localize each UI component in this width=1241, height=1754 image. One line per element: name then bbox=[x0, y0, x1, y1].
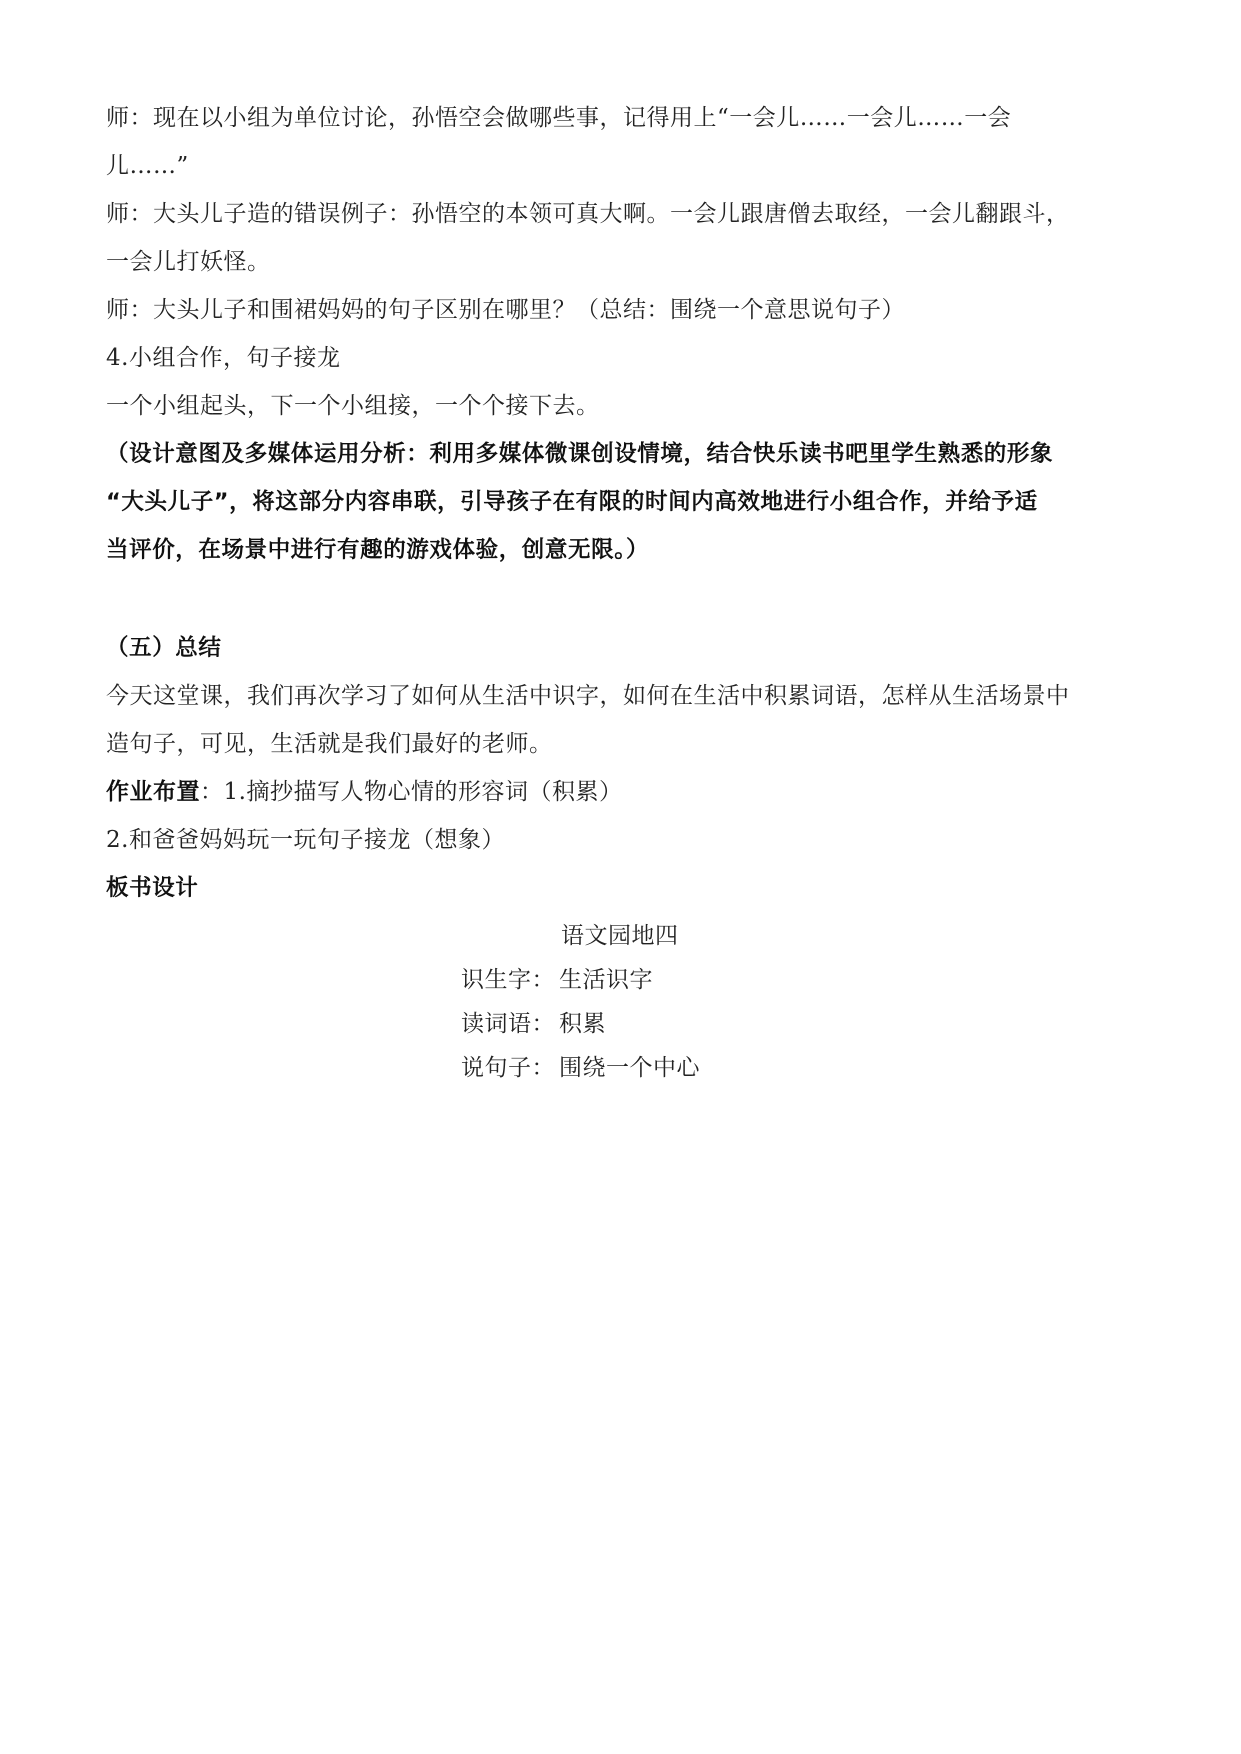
summary-heading: （五）总结 bbox=[106, 635, 222, 661]
step-heading-group-cooperation: 4.小组合作，句子接龙 bbox=[106, 345, 341, 371]
board-design-heading: 板书设计 bbox=[106, 875, 199, 901]
homework-item1 bbox=[106, 768, 1136, 816]
board-row-value: 围绕一个中心 bbox=[559, 1055, 700, 1081]
board-row-read-words bbox=[461, 1000, 606, 1048]
summary-line2: 造句子，可见，生活就是我们最好的老师。 bbox=[106, 731, 553, 757]
board-row-label: 说句子： bbox=[461, 1055, 555, 1081]
paragraph-difference-question: 师：大头儿子和围裙妈妈的句子区别在哪里？（总结：围绕一个意思说句子） bbox=[106, 297, 905, 323]
design-intent-line3: 当评价，在场景中进行有趣的游戏体验，创意无限。） bbox=[106, 537, 650, 563]
paragraph-wrong-example-line2: 一会儿打妖怪。 bbox=[106, 249, 271, 275]
board-row-label: 识生字： bbox=[461, 967, 555, 993]
document-content bbox=[106, 94, 1136, 1112]
board-row-value: 生活识字 bbox=[559, 967, 653, 993]
homework-label: 作业布置 bbox=[106, 779, 200, 805]
board-row-recognize-characters bbox=[461, 956, 653, 1004]
board-design bbox=[106, 912, 1136, 1112]
summary-line1: 今天这堂课，我们再次学习了如何从生活中识字，如何在生活中积累词语，怎样从生活场景中 bbox=[106, 683, 1070, 709]
design-intent-line2: “大头儿子”，将这部分内容串联，引导孩子在有限的时间内高效地进行小组合作，并给予适 bbox=[106, 489, 1038, 515]
board-row-label: 读词语： bbox=[461, 1011, 555, 1037]
paragraph-relay-instruction: 一个小组起头，下一个小组接，一个个接下去。 bbox=[106, 393, 600, 419]
paragraph-discussion-line1: 师：现在以小组为单位讨论，孙悟空会做哪些事，记得用上“一会儿……一会儿……一会 bbox=[106, 105, 1012, 131]
paragraph-discussion-line2: 儿……” bbox=[106, 153, 189, 179]
homework-item2: 2.和爸爸妈妈玩一玩句子接龙（想象） bbox=[106, 827, 505, 853]
homework-item1-text: ：1.摘抄描写人物心情的形容词（积累） bbox=[200, 779, 623, 805]
design-intent-line1: （设计意图及多媒体运用分析：利用多媒体微课创设情境，结合快乐读书吧里学生熟悉的形象 bbox=[106, 441, 1054, 467]
board-row-value: 积累 bbox=[559, 1011, 606, 1037]
board-title: 语文园地四 bbox=[561, 923, 679, 949]
section-gap bbox=[106, 574, 1136, 624]
paragraph-wrong-example-line1: 师：大头儿子造的错误例子：孙悟空的本领可真大啊。一会儿跟唐僧去取经，一会儿翻跟斗， bbox=[106, 201, 1070, 227]
board-row-speak-sentences bbox=[461, 1044, 700, 1092]
